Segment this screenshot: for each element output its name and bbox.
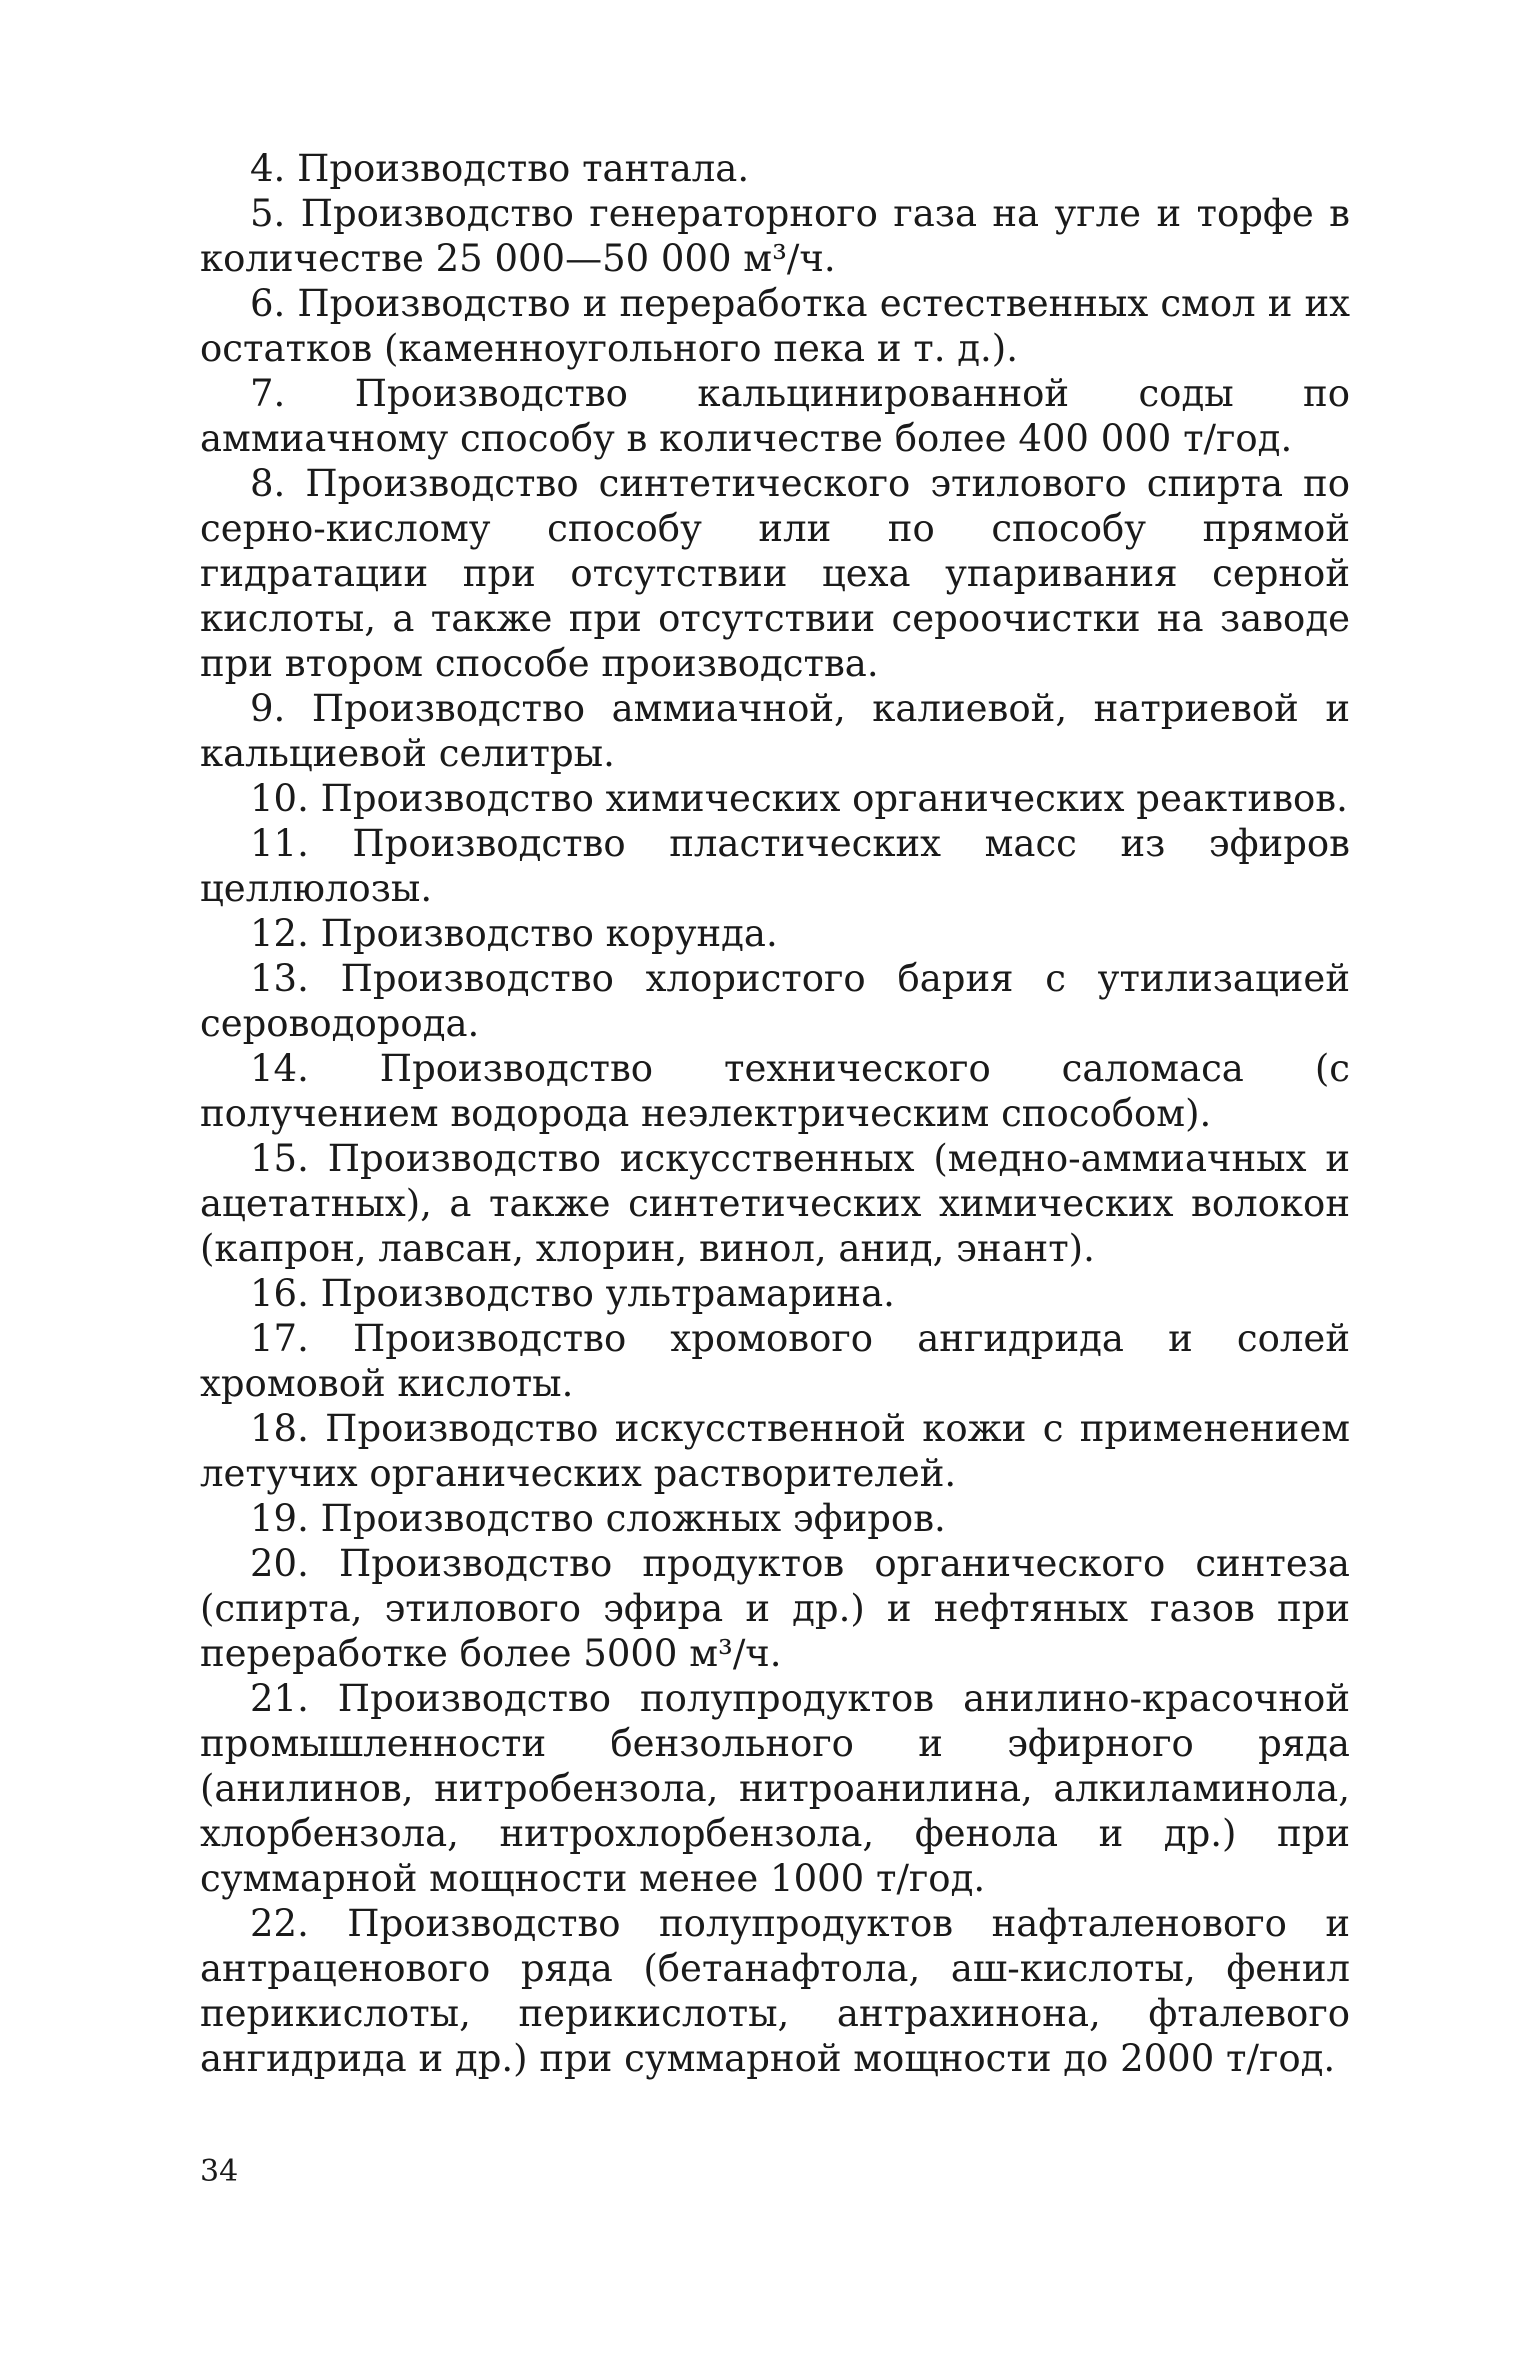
list-item-8: 8. Производство синтетического этилового спирта по серно-кислому способу или по способу прямой гидратации при отсутствии цеха упаривания серной кислоты, а также при отсутствии сероочистки на заводе при втором способе производства.	[200, 462, 1350, 685]
list-item-12: 12. Производство корунда.	[250, 912, 778, 955]
list-item-15: 15. Производство искусственных (медно-аммиачных и ацетатных), а также синтетических химических волокон (капрон, лавсан, хлорин, винол, анид, энант).	[200, 1137, 1350, 1270]
list-item-18: 18. Производство искусственной кожи с применением летучих органических растворителей.	[200, 1407, 1350, 1495]
list-item-7: 7. Производство кальцинированной соды по аммиачному способу в количестве более 400 000 т/год.	[200, 372, 1350, 460]
list-item-22: 22. Производство полупродуктов нафталенового и антраценового ряда (бетанафтола, аш-кислоты, фенил перикислоты, перикислоты, антрахинона, фталевого ангидрида и др.) при суммарной мощности до 2000 т/год.	[200, 1902, 1350, 2080]
list-item-16: 16. Производство ультрамарина.	[250, 1272, 895, 1315]
list-item-19: 19. Производство сложных эфиров.	[250, 1497, 946, 1540]
list-item-6: 6. Производство и переработка естественных смол и их остатков (каменноугольного пека и т. д.).	[200, 282, 1350, 370]
list-item-21: 21. Производство полупродуктов анилино-красочной промышленности бензольного и эфирного ряда (анилинов, нитробензола, нитроанилина, алкиламинола, хлорбензола, нитрохлорбензола, фенола и др.) при суммарной мощности менее 1000 т/год.	[200, 1677, 1350, 1900]
list-item-5: 5. Производство генераторного газа на угле и торфе в количестве 25 000—50 000 м³/ч.	[200, 192, 1350, 280]
list-item-11: 11. Производство пластических масс из эфиров целлюлозы.	[200, 822, 1350, 910]
list-item-9: 9. Производство аммиачной, калиевой, натриевой и кальциевой селитры.	[200, 687, 1350, 775]
text-body	[200, 146, 1350, 2081]
list-item-4: 4. Производство тантала.	[250, 147, 750, 190]
list-item-20: 20. Производство продуктов органического синтеза (спирта, этилового эфира и др.) и нефтяных газов при переработке более 5000 м³/ч.	[200, 1542, 1350, 1675]
list-item-10: 10. Производство химических органических реактивов.	[250, 777, 1348, 820]
list-item-17: 17. Производство хромового ангидрида и солей хромовой кислоты.	[200, 1317, 1350, 1405]
list-item-14: 14. Производство технического саломаса (с получением водорода неэлектрическим способом).	[200, 1047, 1350, 1135]
list-item-13: 13. Производство хлористого бария с утилизацией сероводорода.	[200, 957, 1350, 1045]
page-number: 34	[200, 2154, 239, 2189]
